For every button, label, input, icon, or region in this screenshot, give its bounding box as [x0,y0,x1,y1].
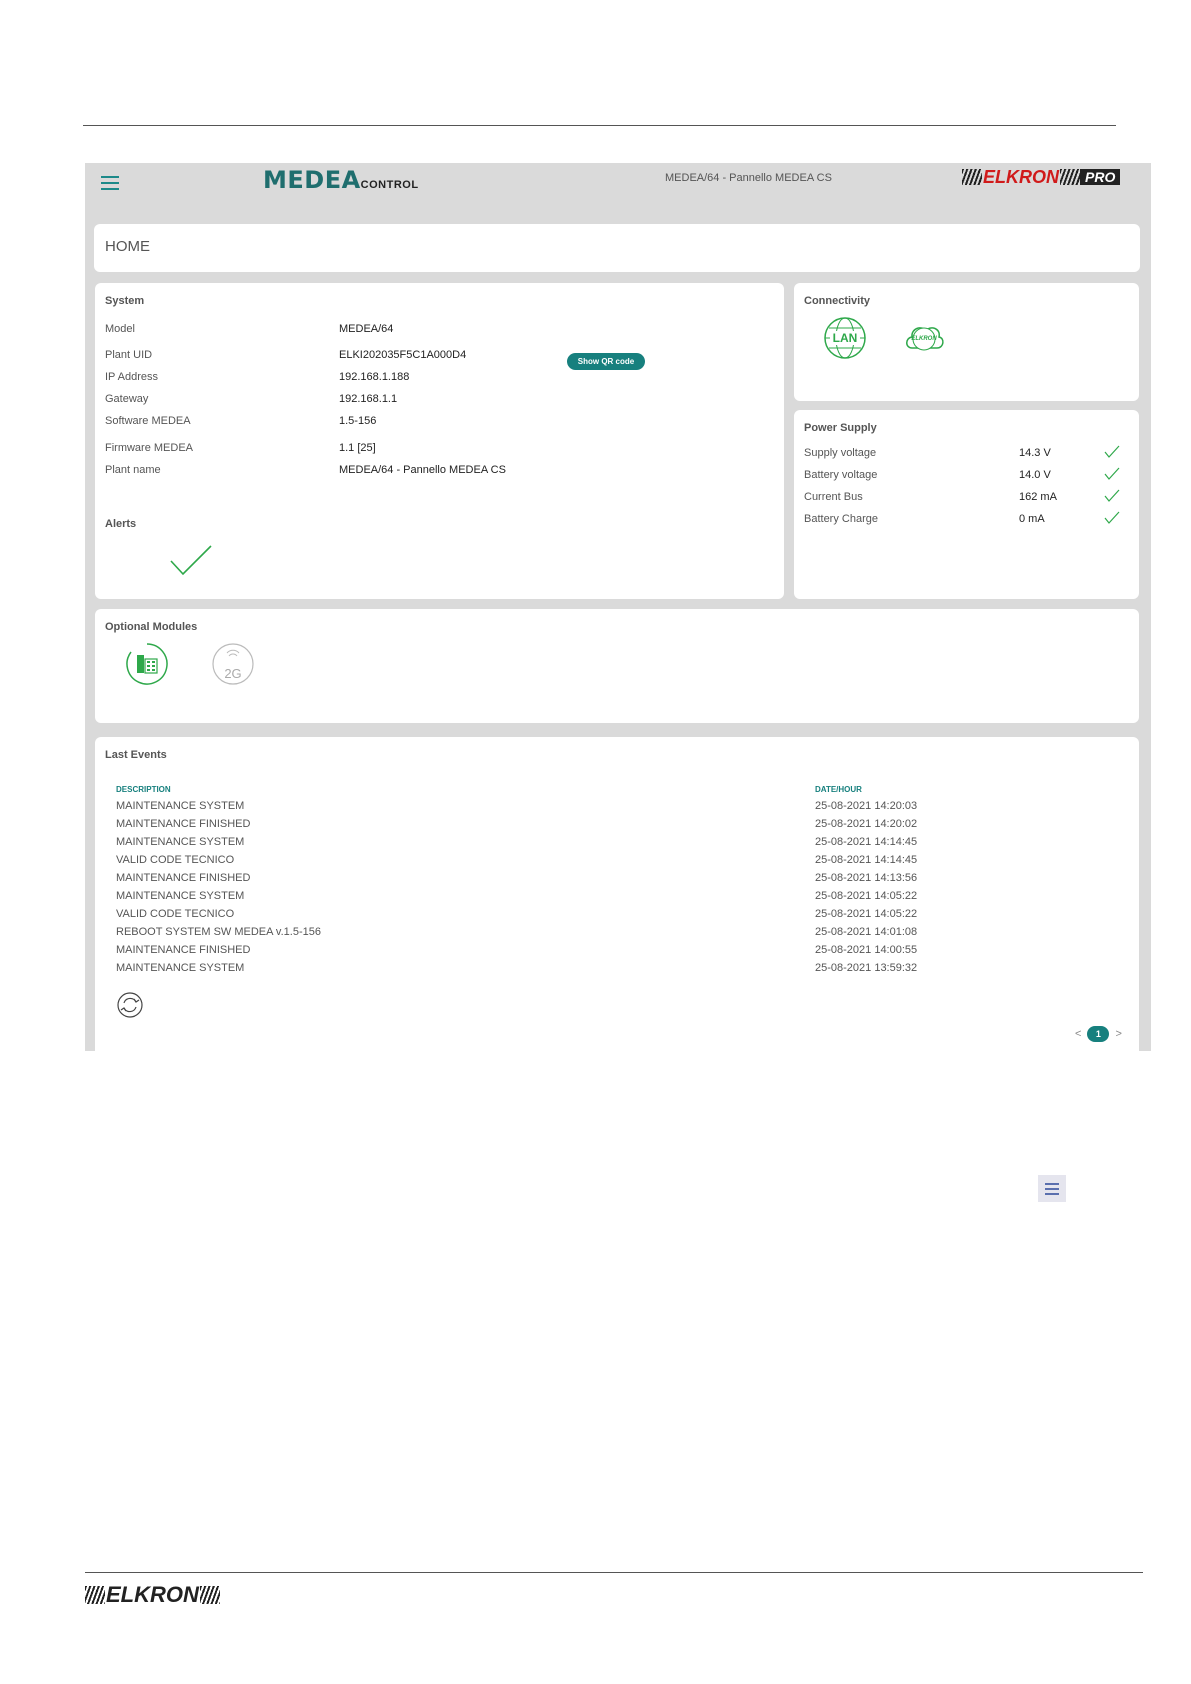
event-description: MAINTENANCE SYSTEM [116,836,245,848]
supply-voltage-label: Supply voltage [804,447,877,459]
alerts-check-icon [169,543,213,579]
refresh-icon[interactable] [116,991,144,1019]
optional-modules-card [95,609,1139,723]
logo-stripes-left [962,169,982,185]
plant-name-label: Plant name [105,464,161,476]
2g-label: 2G [224,666,242,681]
footer-logo-word: ELKRON [106,1582,199,1607]
footer-logo-stripes-left [85,1586,105,1604]
last-events-title: Last Events [105,749,167,761]
page-bottom-rule [85,1572,1143,1573]
model-value: MEDEA/64 [339,323,394,335]
event-date: 25-08-2021 14:14:45 [815,854,918,866]
table-row [116,908,1116,926]
next-page-button[interactable]: > [1115,1028,1122,1040]
event-date: 25-08-2021 14:00:55 [815,944,918,956]
cloud-label: ELKRON [911,336,937,342]
alerts-title: Alerts [105,518,137,530]
check-icon [1104,445,1120,459]
show-qr-code-button[interactable]: Show QR code [567,353,645,370]
page-1-button[interactable]: 1 [1087,1026,1109,1042]
elkron-pro-logo [962,167,1120,187]
event-description: MAINTENANCE FINISHED [116,818,251,830]
event-date: 25-08-2021 14:05:22 [815,908,918,920]
event-description: VALID CODE TECNICO [116,854,235,866]
optional-modules-title: Optional Modules [105,621,198,633]
gateway-value: 192.168.1.1 [339,393,398,405]
ip-address-label: IP Address [105,371,158,383]
check-icon [1104,489,1120,503]
event-date: 25-08-2021 14:20:02 [815,818,918,830]
lan-label: LAN [832,331,858,345]
table-row [116,944,1116,962]
brand-sub: CONTROL [360,179,419,191]
event-description: MAINTENANCE SYSTEM [116,800,245,812]
events-list [116,800,1116,980]
plant-uid-value: ELKI202035F5C1A000D4 [339,349,467,361]
list-menu-icon[interactable] [1038,1175,1066,1202]
event-description: MAINTENANCE SYSTEM [116,890,245,902]
supply-voltage-value: 14.3 V [1019,447,1051,459]
battery-voltage-value: 14.0 V [1019,469,1051,481]
event-date: 25-08-2021 14:14:45 [815,836,918,848]
event-description: REBOOT SYSTEM SW MEDEA v.1.5-156 [116,926,321,938]
event-description: MAINTENANCE SYSTEM [116,962,245,974]
firmware-value: 1.1 [25] [339,442,376,454]
event-date: 25-08-2021 14:13:56 [815,872,918,884]
plant-name-value: MEDEA/64 - Pannello MEDEA CS [339,464,506,476]
event-date: 25-08-2021 14:01:08 [815,926,918,938]
gateway-label: Gateway [105,393,149,405]
model-label: Model [105,323,135,335]
panel-title: MEDEA/64 - Pannello MEDEA CS [665,172,832,184]
footer-elkron-logo [85,1582,220,1608]
power-supply-title: Power Supply [804,422,877,434]
date-column-header: DATE/HOUR [815,785,862,794]
table-row [116,800,1116,818]
event-date: 25-08-2021 13:59:32 [815,962,918,974]
connectivity-card [794,283,1139,401]
event-description: VALID CODE TECNICO [116,908,235,920]
event-date: 25-08-2021 14:05:22 [815,890,918,902]
power-supply-card [794,410,1139,599]
pstn-module-icon [125,642,169,686]
check-icon [1104,467,1120,481]
check-icon [1104,511,1120,525]
firmware-label: Firmware MEDEA [105,442,194,454]
plant-uid-label: Plant UID [105,349,153,361]
description-column-header: DESCRIPTION [116,785,171,794]
previous-page-button[interactable]: < [1075,1028,1082,1040]
logo-stripes-right [1060,169,1080,185]
table-row [116,890,1116,908]
logo-word: ELKRON [983,166,1059,187]
menu-icon[interactable] [101,173,119,191]
software-label: Software MEDEA [105,415,191,427]
home-card [94,224,1140,272]
event-date: 25-08-2021 14:20:03 [815,800,918,812]
current-bus-value: 162 mA [1019,491,1057,503]
last-events-card [95,737,1139,1051]
page-top-rule [83,125,1116,126]
pagination [1075,1026,1122,1042]
system-card [95,283,784,599]
connectivity-title: Connectivity [804,295,871,307]
current-bus-label: Current Bus [804,491,863,503]
software-value: 1.5-156 [339,415,377,427]
event-description: MAINTENANCE FINISHED [116,872,251,884]
medea-control-logo [263,166,419,194]
battery-charge-label: Battery Charge [804,513,878,525]
medea-control-screenshot [85,163,1151,1051]
table-row [116,872,1116,890]
battery-voltage-label: Battery voltage [804,469,878,481]
table-row [116,854,1116,872]
logo-badge: PRO [1080,169,1120,185]
brand-main: MEDEA [263,166,361,194]
table-row [116,836,1116,854]
ip-address-value: 192.168.1.188 [339,371,410,383]
footer-logo-stripes-right [200,1586,220,1604]
battery-charge-value: 0 mA [1019,513,1045,525]
system-title: System [105,295,145,307]
page-title: HOME [105,238,150,255]
table-row [116,962,1116,980]
event-description: MAINTENANCE FINISHED [116,944,251,956]
table-row [116,926,1116,944]
table-row [116,818,1116,836]
